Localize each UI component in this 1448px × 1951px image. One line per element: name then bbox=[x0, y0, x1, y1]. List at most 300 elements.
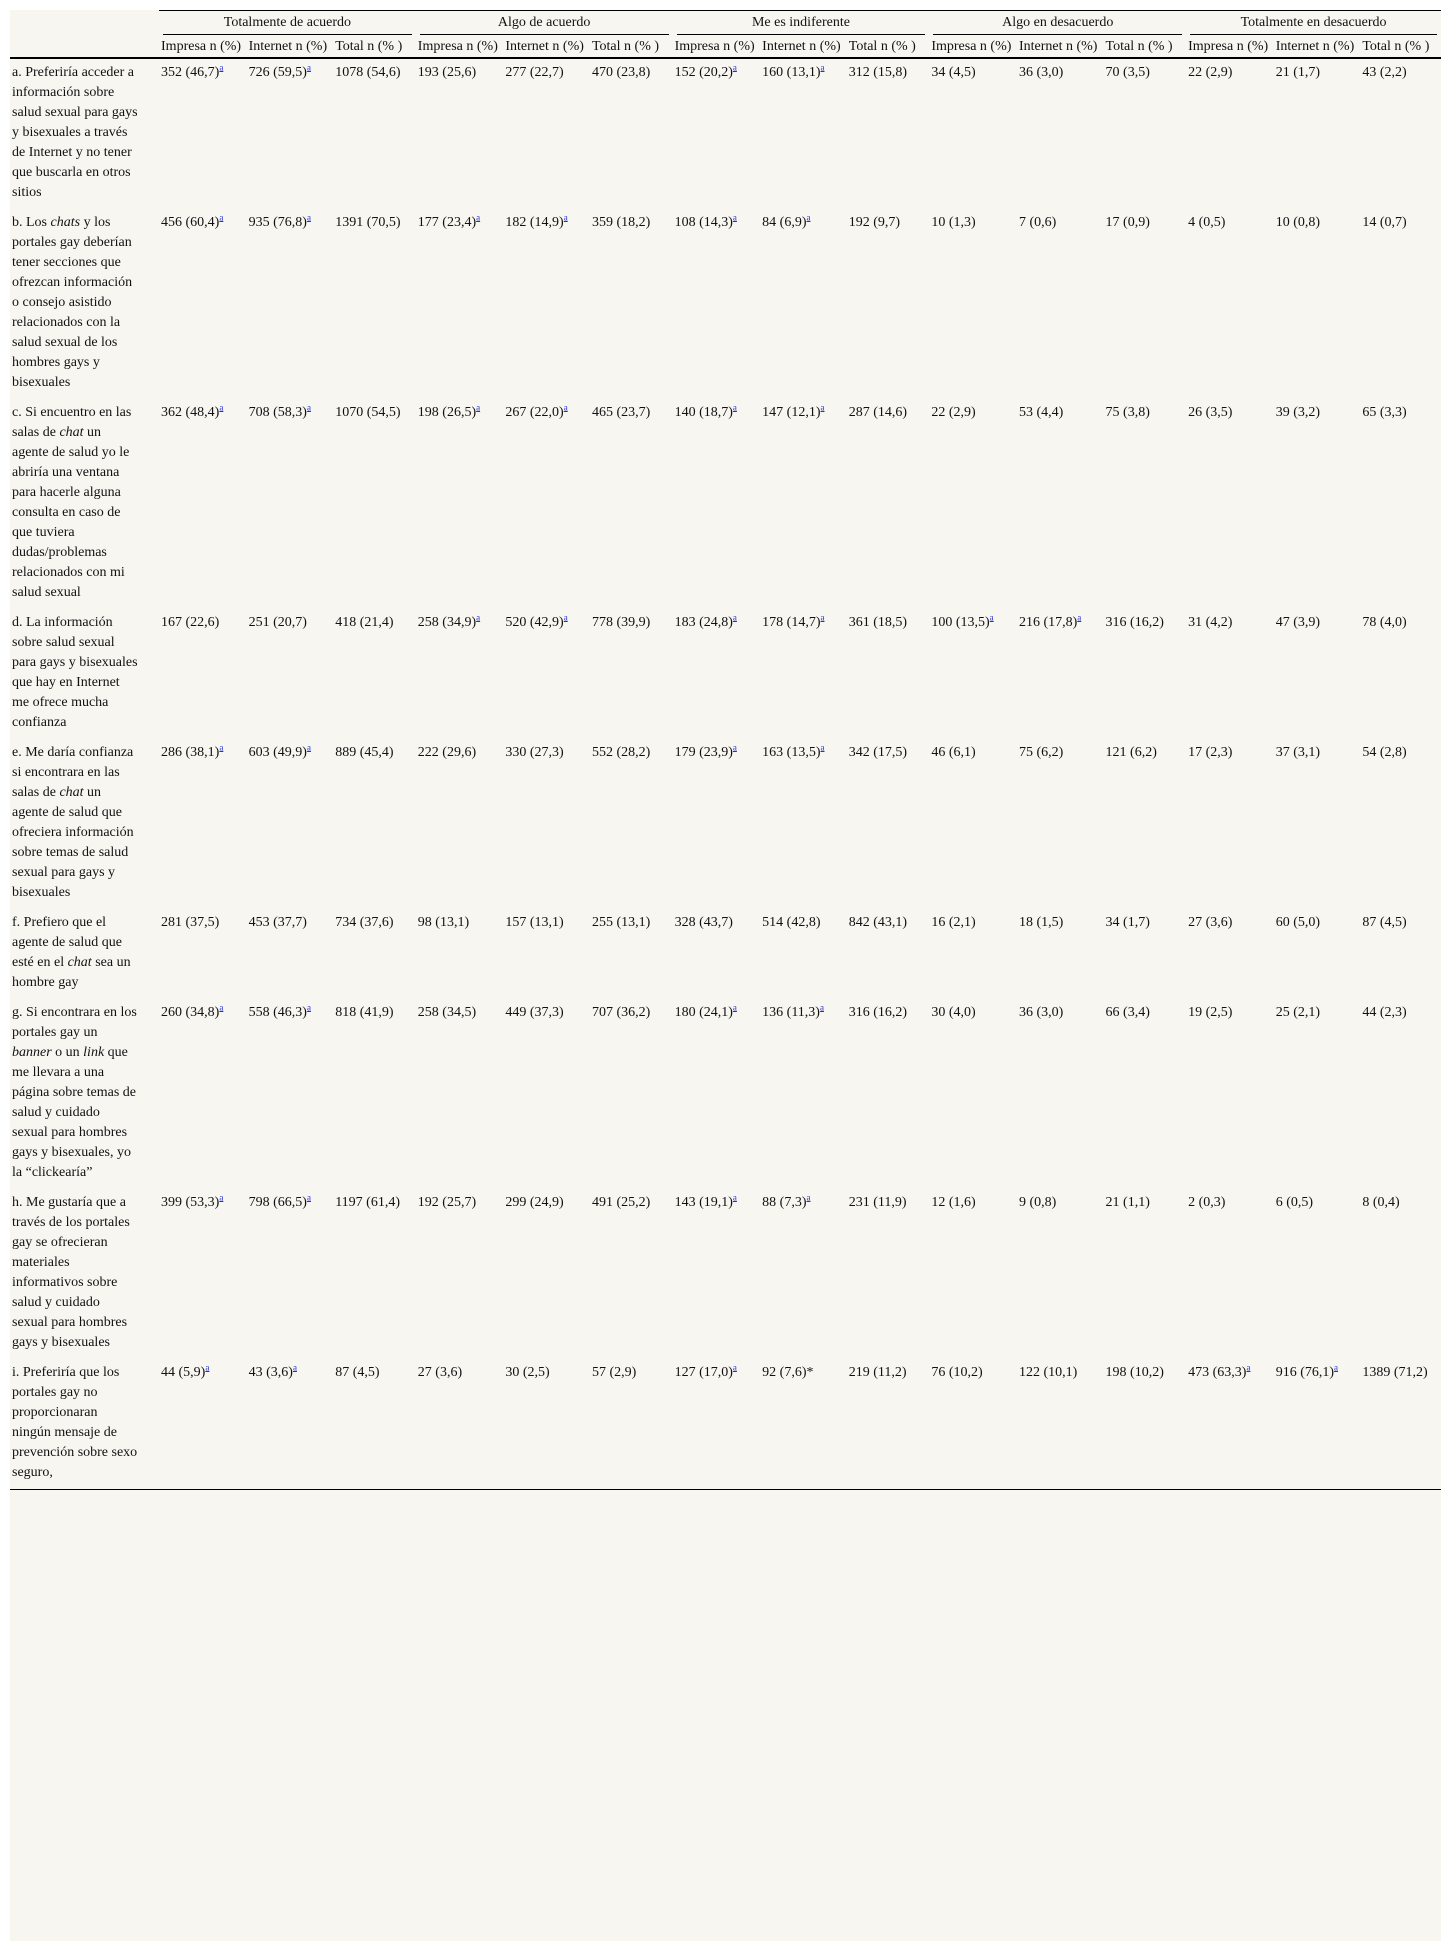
table-cell bbox=[760, 999, 847, 1189]
footnote-link[interactable]: a bbox=[219, 1002, 224, 1013]
table-row bbox=[10, 209, 1441, 399]
table-cell bbox=[1017, 1189, 1104, 1359]
results-table-container bbox=[10, 10, 1441, 1941]
cell-value: 10 (1,3) bbox=[931, 215, 976, 230]
table-cell bbox=[159, 609, 247, 739]
cell-value: 778 (39,9) bbox=[591, 615, 651, 630]
table-cell bbox=[760, 1359, 847, 1490]
table-cell bbox=[847, 1359, 930, 1490]
table-cell bbox=[1360, 1359, 1441, 1490]
cell-value: 25 (2,1) bbox=[1275, 1005, 1321, 1020]
table-cell bbox=[159, 58, 247, 209]
footnote-link[interactable]: a bbox=[732, 212, 737, 223]
table-row bbox=[10, 909, 1441, 999]
cell-value: 707 (36,2) bbox=[591, 1005, 651, 1020]
cell-value: 286 (38,1) bbox=[161, 745, 220, 760]
cell-value: 449 (37,3) bbox=[505, 1005, 564, 1020]
footnote-link[interactable]: a bbox=[989, 612, 994, 623]
cell-value: 17 (0,9) bbox=[1105, 215, 1150, 230]
cell-value: 152 (20,2) bbox=[674, 65, 733, 80]
cell-value: 87 (4,5) bbox=[1362, 915, 1407, 930]
table-cell bbox=[847, 999, 930, 1189]
footnote-link[interactable]: a bbox=[219, 62, 224, 73]
cell-value: 70 (3,5) bbox=[1105, 65, 1150, 80]
table-cell bbox=[929, 1359, 1017, 1490]
row-label: a. Preferiría acceder a información sobre salud sexual para gays y bisexuales a través de Internet y no tener que buscarla en otros sitios bbox=[12, 65, 138, 200]
cell-value: 316 (16,2) bbox=[848, 1005, 908, 1020]
footnote-link[interactable]: a bbox=[820, 62, 825, 73]
table-cell bbox=[1360, 399, 1441, 609]
table-cell bbox=[1186, 209, 1274, 399]
cell-value: 399 (53,3) bbox=[161, 1195, 220, 1210]
table-cell bbox=[503, 1359, 590, 1490]
cell-value: 122 (10,1) bbox=[1018, 1365, 1078, 1380]
cell-value: 520 (42,9) bbox=[505, 615, 564, 630]
table-row bbox=[10, 1189, 1441, 1359]
footnote-link[interactable]: a bbox=[1246, 1362, 1251, 1373]
table-cell bbox=[247, 609, 334, 739]
footnote-link[interactable]: a bbox=[219, 212, 224, 223]
cell-value: 1391 (70,5) bbox=[335, 215, 401, 230]
footnote-link[interactable]: a bbox=[476, 402, 481, 413]
cell-value: 157 (13,1) bbox=[505, 915, 564, 930]
footnote-link[interactable]: a bbox=[476, 612, 481, 623]
cell-value: 299 (24,9) bbox=[505, 1195, 564, 1210]
table-cell bbox=[333, 999, 416, 1189]
footnote-link[interactable]: a bbox=[219, 742, 224, 753]
cell-value: 726 (59,5) bbox=[248, 65, 307, 80]
group-header-label: Me es indiferente bbox=[677, 13, 926, 35]
cell-value: 143 (19,1) bbox=[674, 1195, 733, 1210]
cell-value: 281 (37,5) bbox=[161, 915, 220, 930]
column-header: Impresa n (%) bbox=[1188, 39, 1269, 54]
row-label: g. Si encontrara en los portales gay un banner o un link que me llevara a una página sobre temas de salud y cuidado sexual para hombres gays y bisexuales, yo la “clickearía” bbox=[12, 1005, 137, 1180]
column-header: Internet n (%) bbox=[762, 39, 841, 54]
table-cell bbox=[1017, 739, 1104, 909]
cell-value: 798 (66,5) bbox=[248, 1195, 307, 1210]
table-cell bbox=[929, 399, 1017, 609]
table-cell bbox=[1017, 209, 1104, 399]
table-cell bbox=[847, 1189, 930, 1359]
table-row bbox=[10, 609, 1441, 739]
table-row bbox=[10, 1359, 1441, 1490]
footnote-link[interactable]: a bbox=[732, 1002, 737, 1013]
footnote-link[interactable]: a bbox=[292, 1362, 297, 1373]
cell-value: 330 (27,3) bbox=[505, 745, 564, 760]
cell-value: 8 (0,4) bbox=[1362, 1195, 1400, 1210]
column-header: Internet n (%) bbox=[1275, 39, 1355, 54]
table-cell bbox=[159, 1189, 247, 1359]
table-cell bbox=[247, 399, 334, 609]
table-cell bbox=[1017, 58, 1104, 209]
table-cell bbox=[416, 209, 504, 399]
cell-value: 37 (3,1) bbox=[1275, 745, 1321, 760]
cell-value: 136 (11,3) bbox=[762, 1005, 820, 1020]
cell-value: 18 (1,5) bbox=[1018, 915, 1064, 930]
cell-value: 7 (0,6) bbox=[1018, 215, 1057, 230]
cell-value: 21 (1,1) bbox=[1105, 1195, 1150, 1210]
cell-value: 78 (4,0) bbox=[1362, 615, 1407, 630]
group-header-label: Totalmente de acuerdo bbox=[163, 13, 412, 35]
footnote-link[interactable]: a bbox=[476, 212, 481, 223]
group-header bbox=[1186, 11, 1441, 38]
table-cell bbox=[847, 209, 930, 399]
cell-value: 734 (37,6) bbox=[335, 915, 394, 930]
cell-value: 98 (13,1) bbox=[417, 915, 470, 930]
column-header: Total n (% ) bbox=[591, 39, 660, 54]
footnote-link[interactable]: a bbox=[563, 212, 568, 223]
column-header: Total n (% ) bbox=[1105, 39, 1173, 54]
row-label: c. Si encuentro en las salas de chat un agente de salud yo le abriría una ventana para hacerle alguna consulta en caso de que tuviera dudas/problemas relacionados con mi salud sexual bbox=[12, 405, 132, 600]
cell-value: 258 (34,5) bbox=[417, 1005, 477, 1020]
footnote-link[interactable]: a bbox=[732, 1362, 737, 1373]
table-cell bbox=[416, 909, 504, 999]
footnote-link[interactable]: a bbox=[806, 212, 811, 223]
cell-value: 818 (41,9) bbox=[335, 1005, 394, 1020]
cell-value: 36 (3,0) bbox=[1018, 65, 1064, 80]
cell-value: 34 (4,5) bbox=[931, 65, 976, 80]
table-cell bbox=[929, 58, 1017, 209]
footnote-link[interactable]: a bbox=[732, 62, 737, 73]
footnote-link[interactable]: a bbox=[732, 612, 737, 623]
cell-value: 473 (63,3) bbox=[1188, 1365, 1247, 1380]
table-cell bbox=[1186, 399, 1274, 609]
cell-value: 222 (29,6) bbox=[417, 745, 477, 760]
table-cell bbox=[333, 609, 416, 739]
cell-value: 251 (20,7) bbox=[248, 615, 307, 630]
table-cell bbox=[673, 58, 761, 209]
corner-cell bbox=[10, 37, 159, 58]
table-row bbox=[10, 399, 1441, 609]
table-cell bbox=[929, 1189, 1017, 1359]
group-header-row bbox=[10, 11, 1441, 38]
cell-value: 22 (2,9) bbox=[931, 405, 976, 420]
survey-table bbox=[10, 10, 1441, 1490]
cell-value: 54 (2,8) bbox=[1362, 745, 1407, 760]
table-cell bbox=[847, 399, 930, 609]
table-cell bbox=[1104, 609, 1187, 739]
table-cell bbox=[333, 1189, 416, 1359]
footnote-link[interactable]: a bbox=[563, 612, 568, 623]
table-cell bbox=[673, 209, 761, 399]
cell-value: 219 (11,2) bbox=[848, 1365, 907, 1380]
cell-value: 603 (49,9) bbox=[248, 745, 307, 760]
footnote-link[interactable]: a bbox=[306, 402, 311, 413]
cell-value: 182 (14,9) bbox=[505, 215, 564, 230]
table-cell bbox=[1186, 739, 1274, 909]
cell-value: 60 (5,0) bbox=[1275, 915, 1321, 930]
table-cell bbox=[416, 1359, 504, 1490]
table-cell bbox=[159, 1359, 247, 1490]
table-cell bbox=[503, 209, 590, 399]
footnote-link[interactable]: a bbox=[306, 212, 311, 223]
table-cell bbox=[1274, 58, 1361, 209]
table-cell bbox=[929, 209, 1017, 399]
table-cell bbox=[503, 1189, 590, 1359]
cell-value: 183 (24,8) bbox=[674, 615, 733, 630]
cell-value: 312 (15,8) bbox=[848, 65, 908, 80]
table-cell bbox=[333, 399, 416, 609]
cell-value: 167 (22,6) bbox=[161, 615, 220, 630]
footnote-link[interactable]: a bbox=[1334, 1362, 1339, 1373]
table-cell bbox=[929, 999, 1017, 1189]
table-row bbox=[10, 999, 1441, 1189]
group-header bbox=[929, 11, 1186, 38]
footnote-link[interactable]: a bbox=[732, 742, 737, 753]
group-header bbox=[673, 11, 930, 38]
footnote-link[interactable]: a bbox=[820, 612, 825, 623]
table-cell bbox=[1017, 999, 1104, 1189]
cell-value: 16 (2,1) bbox=[931, 915, 976, 930]
row-label: i. Preferiría que los portales gay no proporcionaran ningún mensaje de prevención sobre sexo seguro, bbox=[12, 1365, 138, 1480]
footnote-link[interactable]: a bbox=[306, 1192, 311, 1203]
group-header-label: Algo de acuerdo bbox=[420, 13, 669, 35]
table-cell bbox=[1104, 1189, 1187, 1359]
table-cell bbox=[159, 209, 247, 399]
column-header: Internet n (%) bbox=[505, 39, 584, 54]
cell-value: 1070 (54,5) bbox=[335, 405, 401, 420]
cell-value: 514 (42,8) bbox=[762, 915, 821, 930]
table-cell bbox=[590, 209, 673, 399]
cell-value: 140 (18,7) bbox=[674, 405, 733, 420]
cell-value: 342 (17,5) bbox=[848, 745, 908, 760]
cell-value: 1078 (54,6) bbox=[335, 65, 401, 80]
table-cell bbox=[1274, 739, 1361, 909]
cell-value: 552 (28,2) bbox=[591, 745, 651, 760]
cell-value: 76 (10,2) bbox=[931, 1365, 983, 1380]
cell-value: 27 (3,6) bbox=[417, 1365, 463, 1380]
cell-value: 916 (76,1) bbox=[1275, 1365, 1335, 1380]
table-cell bbox=[1186, 1359, 1274, 1490]
cell-value: 453 (37,7) bbox=[248, 915, 307, 930]
table-cell bbox=[1274, 609, 1361, 739]
column-header: Internet n (%) bbox=[1018, 39, 1098, 54]
table-cell bbox=[416, 1189, 504, 1359]
cell-value: 456 (60,4) bbox=[161, 215, 220, 230]
table-cell bbox=[247, 209, 334, 399]
table-cell bbox=[1274, 209, 1361, 399]
table-cell bbox=[416, 739, 504, 909]
cell-value: 39 (3,2) bbox=[1275, 405, 1321, 420]
cell-value: 46 (6,1) bbox=[931, 745, 976, 760]
cell-value: 216 (17,8) bbox=[1018, 615, 1078, 630]
cell-value: 179 (23,9) bbox=[674, 745, 733, 760]
cell-value: 192 (25,7) bbox=[417, 1195, 477, 1210]
cell-value: 163 (13,5) bbox=[762, 745, 821, 760]
table-cell bbox=[247, 1189, 334, 1359]
column-header: Internet n (%) bbox=[248, 39, 328, 54]
table-cell bbox=[590, 399, 673, 609]
cell-value: 21 (1,7) bbox=[1275, 65, 1321, 80]
footnote-link[interactable]: a bbox=[732, 1192, 737, 1203]
table-cell bbox=[1104, 399, 1187, 609]
table-cell bbox=[503, 399, 590, 609]
cell-value: 160 (13,1) bbox=[762, 65, 821, 80]
column-header: Total n (% ) bbox=[335, 39, 403, 54]
table-cell bbox=[847, 909, 930, 999]
cell-value: 192 (9,7) bbox=[848, 215, 901, 230]
row-label: b. Los chats y los portales gay deberían tener secciones que ofrezcan información o consejo asistido relacionados con la salud sexual de los hombres gays y bisexuales bbox=[12, 215, 133, 390]
cell-value: 36 (3,0) bbox=[1018, 1005, 1064, 1020]
cell-value: 231 (11,9) bbox=[848, 1195, 907, 1210]
cell-value: 127 (17,0) bbox=[674, 1365, 733, 1380]
footnote-link[interactable]: a bbox=[819, 1002, 824, 1013]
table-cell bbox=[247, 739, 334, 909]
cell-value: 34 (1,7) bbox=[1105, 915, 1150, 930]
table-cell bbox=[503, 909, 590, 999]
footnote-link[interactable]: a bbox=[306, 742, 311, 753]
cell-value: 30 (4,0) bbox=[931, 1005, 976, 1020]
table-cell bbox=[590, 909, 673, 999]
row-label: f. Prefiero que el agente de salud que esté en el chat sea un hombre gay bbox=[12, 915, 131, 990]
cell-value: 352 (46,7) bbox=[161, 65, 220, 80]
table-cell bbox=[333, 909, 416, 999]
cell-value: 935 (76,8) bbox=[248, 215, 307, 230]
cell-value: 277 (22,7) bbox=[505, 65, 564, 80]
table-cell bbox=[1274, 399, 1361, 609]
footnote-link[interactable]: a bbox=[219, 1192, 224, 1203]
table-cell bbox=[159, 999, 247, 1189]
table-cell bbox=[1274, 999, 1361, 1189]
cell-value: 6 (0,5) bbox=[1275, 1195, 1314, 1210]
footnote-link[interactable]: a bbox=[820, 742, 825, 753]
table-cell bbox=[159, 399, 247, 609]
table-cell bbox=[673, 399, 761, 609]
footnote-link[interactable]: a bbox=[205, 1362, 210, 1373]
table-cell bbox=[1104, 1359, 1187, 1490]
table-cell bbox=[673, 739, 761, 909]
table-cell bbox=[1186, 999, 1274, 1189]
cell-value: 287 (14,6) bbox=[848, 405, 908, 420]
cell-value: 31 (4,2) bbox=[1188, 615, 1233, 630]
table-cell bbox=[1186, 1189, 1274, 1359]
table-cell bbox=[1360, 1189, 1441, 1359]
table-cell bbox=[673, 999, 761, 1189]
table-cell bbox=[760, 399, 847, 609]
table-body bbox=[10, 58, 1441, 1490]
footnote-link[interactable]: a bbox=[732, 402, 737, 413]
table-cell bbox=[416, 58, 504, 209]
table-cell bbox=[1017, 1359, 1104, 1490]
cell-value: 359 (18,2) bbox=[591, 215, 651, 230]
table-cell bbox=[760, 209, 847, 399]
footnote-link[interactable]: a bbox=[306, 62, 311, 73]
table-cell bbox=[673, 1189, 761, 1359]
table-cell bbox=[1274, 1359, 1361, 1490]
table-cell bbox=[1360, 909, 1441, 999]
table-cell bbox=[247, 58, 334, 209]
cell-value: 12 (1,6) bbox=[931, 1195, 976, 1210]
cell-value: 27 (3,6) bbox=[1188, 915, 1233, 930]
table-cell bbox=[503, 999, 590, 1189]
cell-value: 66 (3,4) bbox=[1105, 1005, 1150, 1020]
row-label: d. La información sobre salud sexual para gays y bisexuales que hay en Internet me ofrece mucha confianza bbox=[12, 615, 138, 730]
table-cell bbox=[1186, 909, 1274, 999]
row-label: h. Me gustaría que a través de los portales gay se ofrecieran materiales informativos sobre salud y cuidado sexual para hombres gays y bisexuales bbox=[12, 1195, 130, 1350]
table-cell bbox=[159, 909, 247, 999]
footnote-link[interactable]: a bbox=[563, 402, 568, 413]
cell-value: 177 (23,4) bbox=[417, 215, 477, 230]
table-cell bbox=[929, 739, 1017, 909]
table-cell bbox=[1017, 399, 1104, 609]
cell-value: 147 (12,1) bbox=[762, 405, 821, 420]
table-cell bbox=[1360, 58, 1441, 209]
table-cell bbox=[1360, 739, 1441, 909]
table-cell bbox=[590, 1189, 673, 1359]
table-cell bbox=[416, 609, 504, 739]
table-cell bbox=[760, 909, 847, 999]
cell-value: 100 (13,5) bbox=[931, 615, 990, 630]
cell-value: 30 (2,5) bbox=[505, 1365, 550, 1380]
table-cell bbox=[1017, 609, 1104, 739]
table-cell bbox=[847, 609, 930, 739]
table-cell bbox=[1274, 909, 1361, 999]
table-cell bbox=[416, 999, 504, 1189]
table-row bbox=[10, 58, 1441, 209]
column-header: Total n (% ) bbox=[848, 39, 916, 54]
table-cell bbox=[1017, 909, 1104, 999]
cell-value: 178 (14,7) bbox=[762, 615, 821, 630]
table-cell bbox=[1104, 58, 1187, 209]
table-row bbox=[10, 739, 1441, 909]
table-cell bbox=[673, 909, 761, 999]
table-cell bbox=[1186, 58, 1274, 209]
cell-value: 14 (0,7) bbox=[1362, 215, 1407, 230]
cell-value: 708 (58,3) bbox=[248, 405, 307, 420]
table-cell bbox=[590, 609, 673, 739]
column-header: Impresa n (%) bbox=[674, 39, 755, 54]
table-cell bbox=[333, 58, 416, 209]
table-cell bbox=[1104, 739, 1187, 909]
cell-value: 87 (4,5) bbox=[335, 1365, 380, 1380]
cell-value: 316 (16,2) bbox=[1105, 615, 1164, 630]
table-cell bbox=[247, 1359, 334, 1490]
cell-value: 258 (34,9) bbox=[417, 615, 477, 630]
table-cell bbox=[847, 739, 930, 909]
cell-value: 44 (5,9) bbox=[161, 1365, 206, 1380]
footnote-link[interactable]: a bbox=[1077, 612, 1082, 623]
cell-value: 198 (10,2) bbox=[1105, 1365, 1164, 1380]
footnote-link[interactable]: a bbox=[306, 1002, 311, 1013]
cell-value: 1197 (61,4) bbox=[335, 1195, 401, 1210]
cell-value: 22 (2,9) bbox=[1188, 65, 1233, 80]
cell-value: 470 (23,8) bbox=[591, 65, 651, 80]
footnote-link[interactable]: a bbox=[806, 1192, 811, 1203]
table-cell bbox=[333, 1359, 416, 1490]
cell-value: 193 (25,6) bbox=[417, 65, 477, 80]
cell-value: 88 (7,3) bbox=[762, 1195, 807, 1210]
table-cell bbox=[673, 1359, 761, 1490]
cell-value: 121 (6,2) bbox=[1105, 745, 1157, 760]
column-header: Impresa n (%) bbox=[931, 39, 1012, 54]
table-cell bbox=[1104, 909, 1187, 999]
table-cell bbox=[590, 58, 673, 209]
table-cell bbox=[1104, 999, 1187, 1189]
table-cell bbox=[1104, 209, 1187, 399]
table-cell bbox=[590, 739, 673, 909]
footnote-link[interactable]: a bbox=[820, 402, 825, 413]
table-cell bbox=[416, 399, 504, 609]
cell-value: 491 (25,2) bbox=[591, 1195, 651, 1210]
table-cell bbox=[159, 739, 247, 909]
table-cell bbox=[1360, 609, 1441, 739]
table-cell bbox=[929, 909, 1017, 999]
group-header bbox=[159, 11, 416, 38]
cell-value: 842 (43,1) bbox=[848, 915, 908, 930]
group-header bbox=[416, 11, 673, 38]
footnote-link[interactable]: a bbox=[219, 402, 224, 413]
table-cell bbox=[503, 58, 590, 209]
